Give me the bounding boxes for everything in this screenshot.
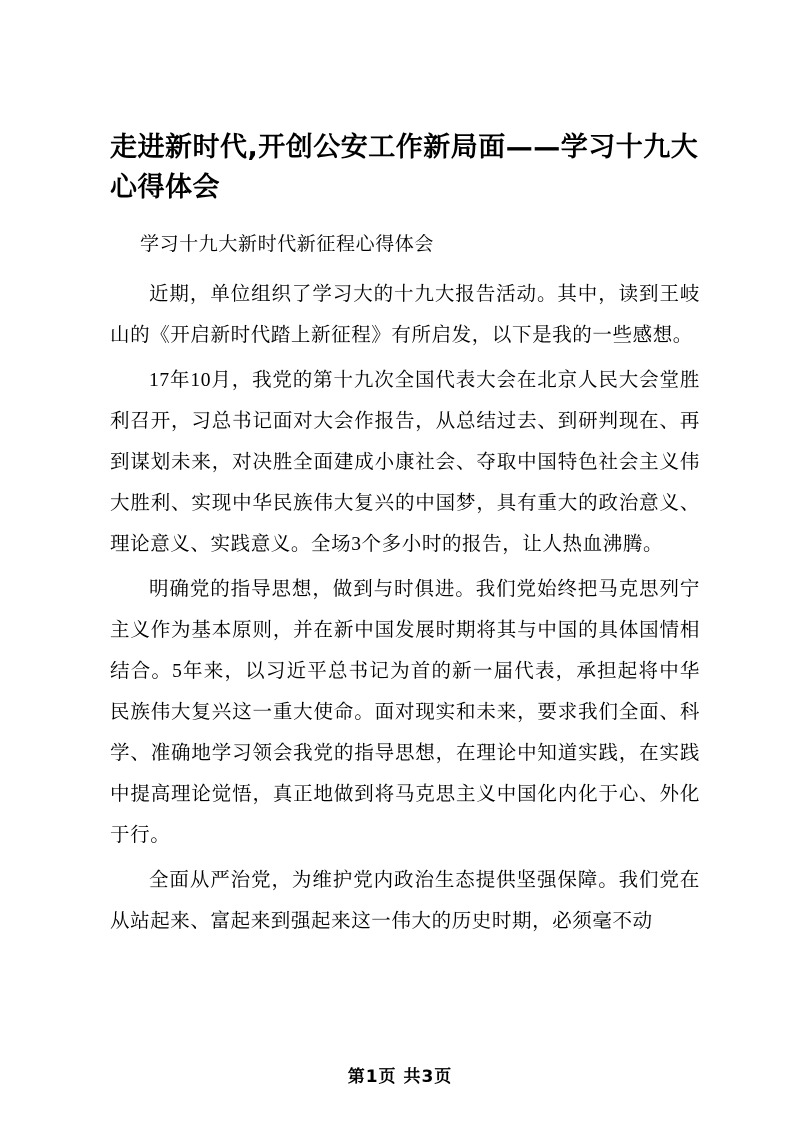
paragraph-3: 明确党的指导思想，做到与时俱进。我们党始终把马克思列宁主义作为基本原则，并在新中国发展时期将其与中国的具体国情相结合。5年来，以习近平总书记为首的新一届代表，承担起将中华民族伟大复兴这一重大使命。面对现实和未来，要求我们全面、科学、准确地学习领会我党的指导思想，在理论中知道实践，在实践中提高理论觉悟，真正地做到将马克思主义中国化内化于心、外化于行。 — [110, 579, 700, 846]
paragraph-2: 17年10月，我党的第十九次全国代表大会在北京人民大会堂胜利召开，习总书记面对大会作报告，从总结过去、到研判现在、再到谋划未来，对决胜全面建成小康社会、夺取中国特色社会主义伟大胜利、实现中华民族伟大复兴的中国梦，具有重大的政治意义、理论意义、实践意义。全场3个多小时的报告，让人热血沸腾。 — [110, 370, 700, 555]
document-subtitle: 学习十九大新时代新征程心得体会 — [140, 234, 435, 255]
paragraph-4: 全面从严治党，为维护党内政治生态提供坚强保障。我们党在从站起来、富起来到强起来这一伟大的历史时期，必须毫不动 — [110, 870, 700, 932]
page-title: 走进新时代,开创公安工作新局面——学习十九大心得体会 — [110, 132, 699, 203]
page-footer: 第1页 共3页 — [347, 1067, 453, 1087]
paragraph-1: 近期，单位组织了学习大的十九大报告活动。其中，读到王岐山的《开启新时代踏上新征程》有所启发，以下是我的一些感想。 — [110, 284, 700, 346]
